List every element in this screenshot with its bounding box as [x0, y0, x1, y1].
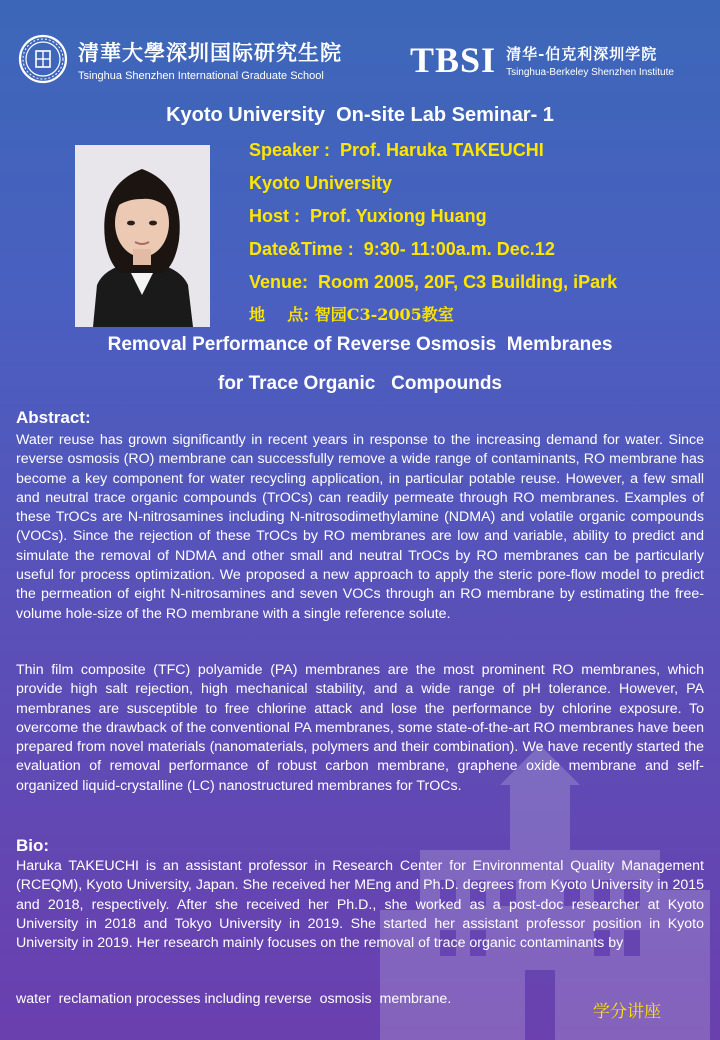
tbsi-wordmark: TBSI	[410, 40, 497, 80]
speaker-photo	[75, 145, 210, 327]
venue-cn-line: 地 点: 智园C3-2005教室	[249, 305, 454, 324]
event-info	[249, 138, 617, 336]
speaker-line: Speaker : Prof. Haruka TAKEUCHI	[249, 140, 544, 160]
venue-line: Venue: Room 2005, 20F, C3 Building, iPark	[249, 272, 618, 292]
header	[0, 0, 720, 98]
affiliation-line: Kyoto University	[249, 173, 393, 193]
speaker-portrait-image	[75, 145, 210, 327]
tbsi-logo	[410, 42, 674, 78]
tbsi-name-cn: 清华-伯克利深圳学院	[506, 44, 658, 63]
abstract-heading: Abstract:	[16, 408, 91, 427]
datetime-line: Date&Time : 9:30- 11:00a.m. Dec.12	[249, 239, 555, 259]
bio-heading: Bio:	[16, 836, 50, 855]
abstract-paragraph-2: Thin film composite (TFC) polyamide (PA) membranes are the most prominent RO membranes, which provide high salt rejection, high mechanical stability, and a wide range of pH tolerance. However, PA membranes are susceptible to free chlorine attack and lose the performance by chlorine exposure. To overcome the drawback of the conventional PA membranes, some state-of-the-art RO membranes have been prepared from novel materials (nanomaterials, polymers and their combination). We have recently started the evaluation of removal performance of robust carbon membrane, graphene oxide membrane and self-organized liquid-crystalline (LC) nanostructured membranes for TrOCs.	[16, 662, 704, 794]
bio-last-line: water reclamation processes including reverse osmosis membrane.	[16, 991, 452, 1007]
tbsi-name-en: Tsinghua-Berkeley Shenzhen Institute	[506, 66, 674, 78]
credit-lecture-label: 学分讲座	[593, 1002, 661, 1022]
tsinghua-seal-icon	[18, 34, 68, 84]
abstract-paragraph-1: Water reuse has grown significantly in recent years in response to the increasing demand for water. Since reverse osmosis (RO) membrane can successfully remove a wide range of contaminants, RO membrane has become a key component for water recycling application, in particular potable reuse. However, a few small and neutral trace organic compounds (TrOCs) can readily permeate through RO membranes. Examples of these TrOCs are N-nitrosamines including N-nitrosodimethylamine (NDMA) and volatile organic compounds (VOCs). Since the rejection of these TrOCs by RO membranes are low and variable, ability to predict and simulate the removal of NDMA and other small and neutral TrOCs by RO membranes can be particularly useful for process optimization. We proposed a new approach to apply the steric pore-flow model to predict the permeation of eight N-nitrosamines and seven VOCs through an RO membrane by estimating the free- volume hole-size of the RO membrane with a single reference solute.	[16, 432, 704, 622]
tsinghua-sigs-logo	[18, 34, 342, 84]
bio-paragraph: Haruka TAKEUCHI is an assistant professor in Research Center for Environmental Quality Management (RCEQM), Kyoto University, Japan. She received her MEng and Ph.D. degrees from Kyoto University in 2015 and 2018, respectively. After she received her Ph.D., she worked as a post-doc researcher at Kyoto University in 2018 and Tokyo University in 2019. She started her assistant professor position in Kyoto University in 2019. Her research mainly focuses on the removal of trace organic contaminants by	[16, 858, 704, 952]
seminar-title: Kyoto University On-site Lab Seminar- 1	[166, 104, 554, 126]
host-line: Host : Prof. Yuxiong Huang	[249, 206, 487, 226]
school-name-cn: 清華大學深圳国际研究生院	[78, 39, 342, 65]
talk-title-line-1: Removal Performance of Reverse Osmosis Membranes	[107, 334, 613, 355]
talk-title-line-2: for Trace Organic Compounds	[218, 373, 502, 394]
school-name-en: Tsinghua Shenzhen International Graduate School	[78, 69, 324, 82]
